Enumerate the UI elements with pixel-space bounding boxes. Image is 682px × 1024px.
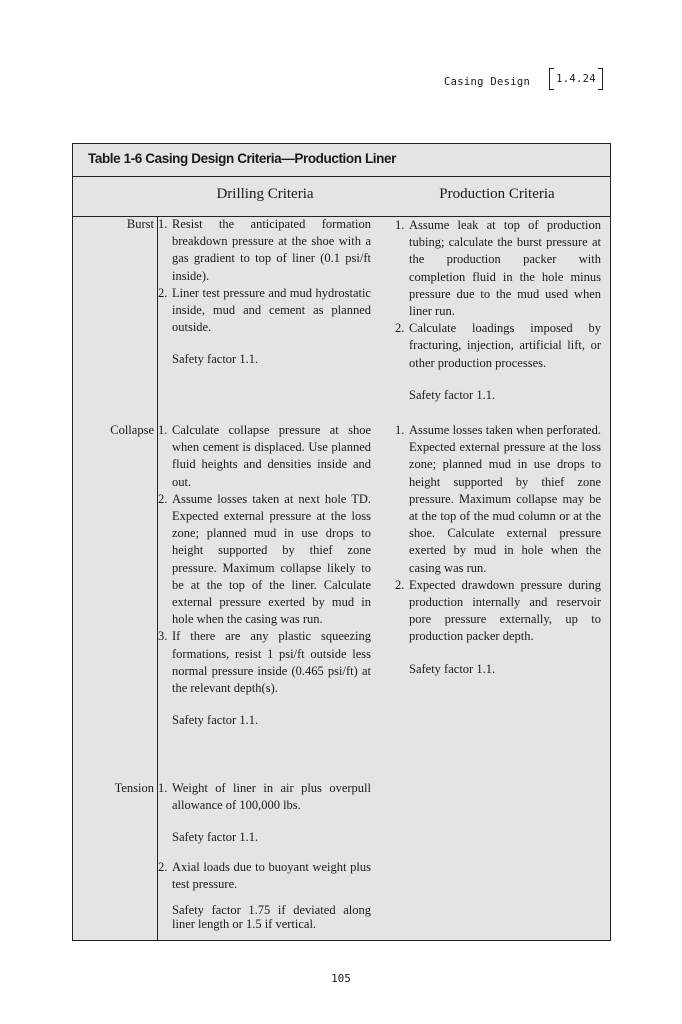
collapse-production-cell: [395, 422, 601, 678]
burst-drilling-cell: [158, 216, 371, 369]
list-item: 2. Axial loads due to buoyant weight plus test pressure.: [158, 859, 371, 891]
list-item: 1. Assume leak at top of production tubing; calculate the burst pressure at the production packer with completion fluid in the hole minus pressure due to the mud used when liner run.: [395, 218, 601, 319]
section-number: 1.4.24: [549, 68, 603, 90]
table-title: Table 1-6 Casing Design Criteria—Production Liner: [73, 144, 610, 177]
casing-design-table: [72, 143, 611, 941]
list-item: 2. Assume losses taken at next hole TD. Expected external pressure at the loss zone; planned mud in use drops to height supported by thief zone pressure. Maximum collapse likely to be at the top of the liner. Calculate external pressure exerted by mud in hole when the casing was run.: [158, 491, 371, 627]
list-item: 1. Calculate collapse pressure at shoe when cement is displaced. Use planned fluid heights and densities inside and out.: [158, 423, 371, 489]
safety-factor: Safety factor 1.1.: [172, 830, 259, 845]
list-item: 1. Weight of liner in air plus overpull allowance of 100,000 lbs.: [158, 781, 371, 813]
safety-factor: Safety factor 1.1.: [409, 661, 496, 676]
list-item: 2. Expected drawdown pressure during production internally and reservoir pore pressure externally, up to production packer depth.: [395, 577, 601, 644]
drilling-criteria-header: Drilling Criteria: [216, 186, 314, 202]
burst-production-cell: [395, 217, 601, 404]
page-number: 105: [331, 972, 351, 985]
production-criteria-header: Production Criteria: [439, 186, 555, 202]
safety-factor: Safety factor 1.1.: [409, 387, 496, 402]
list-item: 1. Resist the anticipated formation breakdown pressure at the shoe with a gas gradient to top of liner (0.1 psi/ft inside).: [158, 217, 371, 283]
tension-drilling-cell: [158, 780, 371, 931]
running-header-title: Casing Design: [444, 76, 531, 88]
safety-factor: Safety factor 1.1.: [172, 352, 259, 367]
row-label-tension: Tension: [114, 781, 154, 795]
list-item: 1. Assume losses taken when perforated. Expected external pressure at the loss zone; planned mud in use drops to height supported by thief zone pressure. Maximum collapse may be at the top of the mud column or at the shoe. Calculate external pressure exerted by mud in hole when the casing was run.: [395, 423, 601, 575]
collapse-drilling-cell: [158, 422, 371, 729]
column-header-row: [73, 177, 610, 217]
safety-factor: Safety factor 1.1.: [172, 713, 259, 728]
safety-factor: Safety factor 1.75 if deviated along liner length or 1.5 if vertical.: [172, 903, 371, 932]
running-header: [440, 68, 610, 96]
list-item: 2. Calculate loadings imposed by fracturing, injection, artificial lift, or other production processes.: [395, 321, 601, 370]
list-item: 3. If there are any plastic squeezing formations, resist 1 psi/ft outside less normal pressure inside (0.465 psi/ft) at the relevant depth(s).: [158, 629, 371, 696]
row-label-collapse: Collapse: [110, 423, 154, 437]
list-item: 2. Liner test pressure and mud hydrostatic inside, mud and cement as planned outside.: [158, 285, 371, 335]
row-label-burst: Burst: [126, 217, 154, 231]
